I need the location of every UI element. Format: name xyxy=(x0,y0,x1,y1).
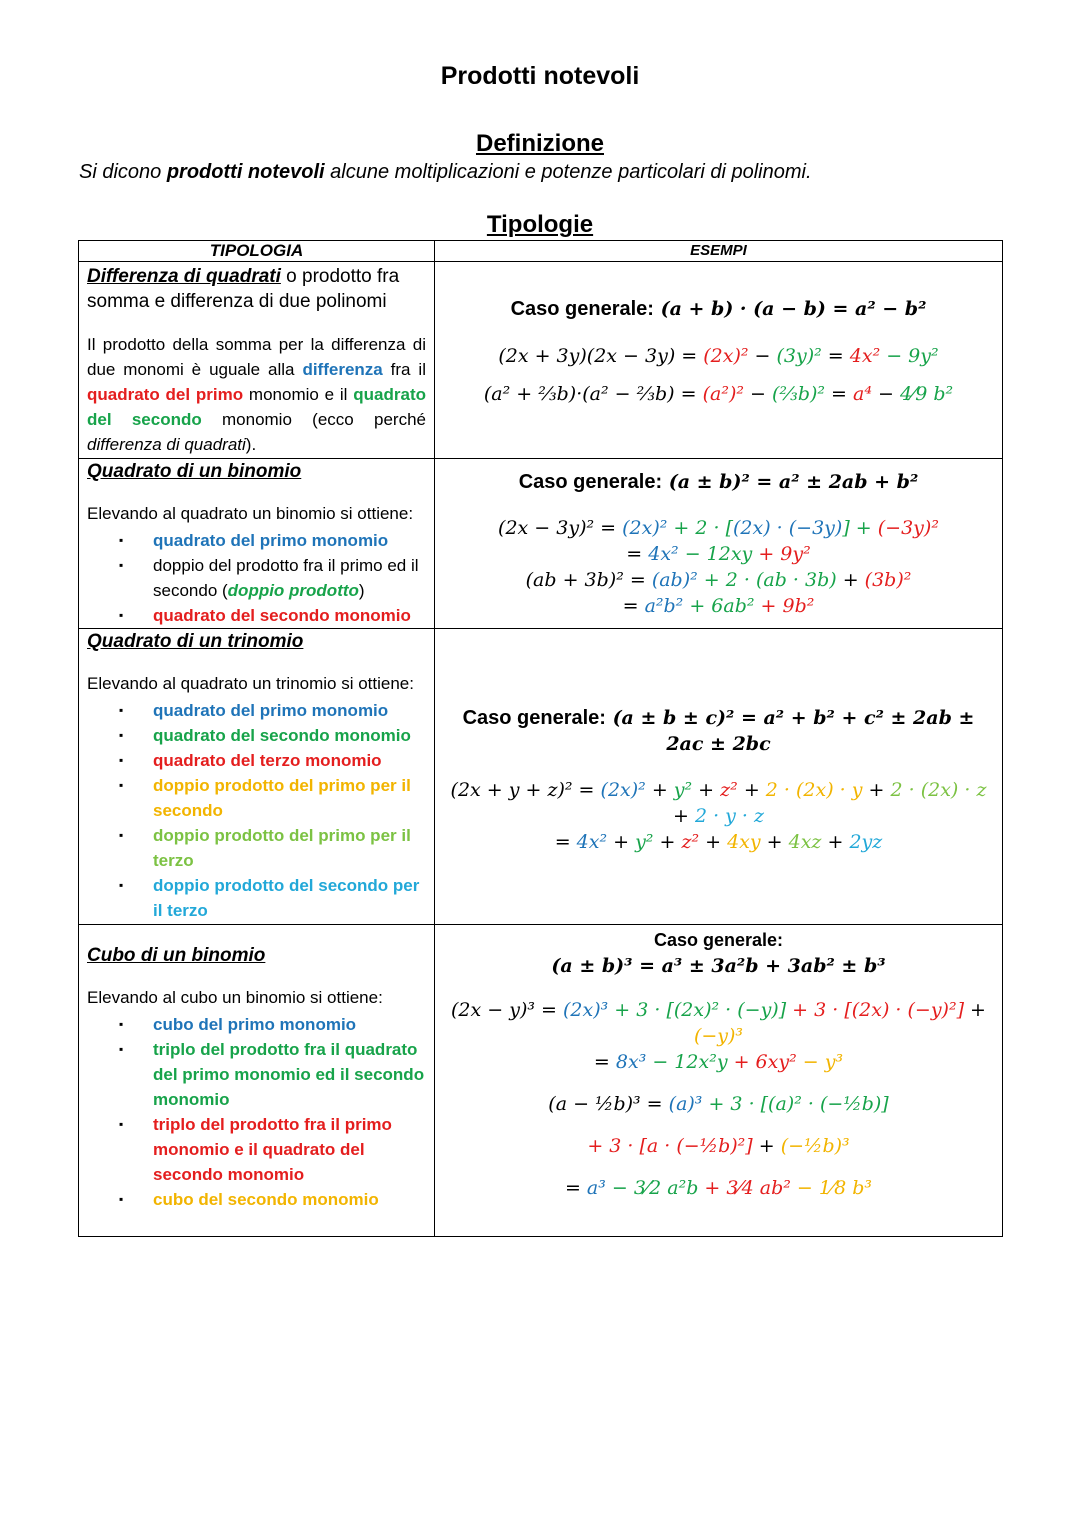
list-item: ▪ cubo del secondo monomio xyxy=(153,1187,426,1212)
list-item: ▪ doppio prodotto del primo per il secondo xyxy=(153,773,426,823)
desc-part: differenza xyxy=(302,360,383,379)
ex-part: (2x)³ xyxy=(563,999,609,1021)
ex-part: + 3⁄4 ab² xyxy=(698,1177,791,1199)
ex-part: (−½b)³ xyxy=(780,1135,850,1157)
page-title: Prodotti notevoli xyxy=(440,62,640,90)
gen-formula: (a + b) · (a − b) = a² − b² xyxy=(653,298,927,320)
esempi-cell xyxy=(435,925,1003,1237)
table-row-quadrato-binomio xyxy=(79,459,1003,629)
list-item: ▪ cubo del primo monomio xyxy=(153,1012,426,1037)
ex-part: + xyxy=(760,831,789,853)
table-row-quadrato-trinomio xyxy=(79,629,1003,925)
example-line xyxy=(443,515,994,541)
ex-part: 4xz xyxy=(788,831,822,853)
ex-part: (ab)² xyxy=(651,569,698,591)
gen-formula: (a ± b)² = a² ± 2ab + b² xyxy=(662,471,919,493)
ex-part: 4x² xyxy=(648,543,679,565)
ex-part: − 3⁄2 a²b xyxy=(605,1177,699,1199)
desc-part: fra il xyxy=(382,360,426,379)
ex-part: a²b² xyxy=(644,595,684,617)
ex-part: 4x² xyxy=(849,345,881,367)
ex-part: (2x)² xyxy=(622,517,668,539)
ex-part: (a − ½b)³ = xyxy=(548,1093,669,1115)
example-line xyxy=(443,1049,994,1075)
tipologie-heading: Tipologie xyxy=(486,211,594,238)
definizione-heading: Definizione xyxy=(475,130,604,157)
tipologia-cell xyxy=(79,262,435,459)
ex-part: + xyxy=(737,779,766,801)
ex-part: ] + xyxy=(842,517,878,539)
table-header-row xyxy=(79,241,1003,262)
ex-part: − 12x²y xyxy=(646,1051,728,1073)
ex-part: (3y)² xyxy=(776,345,822,367)
row-intro: Elevando al quadrato un binomio si ottiene: xyxy=(87,504,414,523)
example-line xyxy=(443,593,994,619)
ex-part: 4x² xyxy=(576,831,608,853)
caso-generale xyxy=(443,469,994,495)
ex-part: + 2 · [ xyxy=(667,517,733,539)
desc-part: differenza di quadrati xyxy=(87,435,246,454)
ex-part: z² xyxy=(720,779,738,801)
ex-part: + 3 · [a · (−½b)²] xyxy=(587,1135,753,1157)
def-bold: prodotti notevoli xyxy=(166,161,325,183)
tipologia-cell xyxy=(79,925,435,1237)
example-line xyxy=(443,567,994,593)
gen-formula: (a ± b ± c)² = a² + b² + c² ± 2ab ± 2ac ± 2bc xyxy=(605,707,975,755)
example-line xyxy=(443,541,994,567)
list-item: ▪ doppio prodotto del primo per il terzo xyxy=(153,823,426,873)
ex-part: + 9b² xyxy=(754,595,815,617)
row-name: Quadrato di un binomio xyxy=(87,461,302,482)
items-list xyxy=(87,698,426,923)
example-2 xyxy=(443,379,994,409)
ex-part: + xyxy=(672,805,695,827)
ex-part: (3b)² xyxy=(864,569,912,591)
list-item: ▪ quadrato del primo monomio xyxy=(153,528,426,553)
ex-part: + xyxy=(692,779,721,801)
ex-part: (⅔b)² xyxy=(771,383,826,405)
ex-part: (2x + y + z)² = xyxy=(450,779,601,801)
ex-part: = xyxy=(825,383,854,405)
ex-part: 8x³ xyxy=(615,1051,647,1073)
ex-part: + 9y² xyxy=(752,543,811,565)
ex-part: (2x − y)³ = xyxy=(451,999,563,1021)
ex-part: (2x + 3y)(2x − 3y) = xyxy=(498,345,704,367)
esempi-cell xyxy=(435,459,1003,629)
table-row-cubo-binomio xyxy=(79,925,1003,1237)
ex-part: + xyxy=(699,831,728,853)
ex-part: = xyxy=(554,831,577,853)
list-item: ▪ triplo del prodotto fra il quadrato del primo monomio ed il secondo monomio xyxy=(153,1037,426,1112)
ex-part: + 6ab² xyxy=(683,595,755,617)
ex-part: (2x) · (−3y) xyxy=(733,517,843,539)
ex-part: (a)³ xyxy=(668,1093,703,1115)
list-item: ▪ doppio prodotto del secondo per il terzo xyxy=(153,873,426,923)
esempi-cell xyxy=(435,629,1003,925)
example-line xyxy=(443,829,994,855)
item-part: doppio del prodotto fra il primo ed il secondo ( xyxy=(153,556,419,600)
ex-part: = xyxy=(622,595,645,617)
ex-part: + xyxy=(862,779,891,801)
ex-part: − 1⁄8 b³ xyxy=(790,1177,873,1199)
gen-label: Caso generale: xyxy=(518,471,663,493)
ex-part: (2x)² xyxy=(703,345,749,367)
item-part: doppio prodotto xyxy=(227,581,359,600)
list-item: ▪ quadrato del primo monomio xyxy=(153,698,426,723)
example-line xyxy=(443,1133,994,1159)
example-line xyxy=(443,777,994,829)
ex-part: a³ xyxy=(586,1177,606,1199)
gen-label: Caso generale: xyxy=(462,707,606,729)
ex-part: = xyxy=(821,345,850,367)
row-intro: Elevando al cubo un binomio si ottiene: xyxy=(87,988,383,1007)
example-line xyxy=(443,997,994,1049)
example-1 xyxy=(443,341,994,371)
def-post: alcune moltiplicazioni e potenze particolari di polinomi. xyxy=(324,161,812,183)
ex-part: + xyxy=(836,569,865,591)
gen-label: Caso generale: xyxy=(653,930,784,950)
desc-part: quadrato del primo xyxy=(87,385,244,404)
ex-part: (a² + ⅔b)·(a² − ⅔b) = xyxy=(483,383,703,405)
ex-part: (ab · 3b) xyxy=(755,569,837,591)
ex-part: + xyxy=(653,831,682,853)
row-name: Differenza di quadrati xyxy=(87,266,281,287)
ex-part: (−y)³ xyxy=(693,1025,744,1047)
ex-part: z² xyxy=(681,831,700,853)
row-name: Cubo di un binomio xyxy=(87,945,266,966)
ex-part: 2 · y · z xyxy=(694,805,765,827)
ex-part: − xyxy=(871,383,900,405)
ex-part: + xyxy=(607,831,636,853)
row-name: Quadrato di un trinomio xyxy=(87,631,304,652)
desc-part: monomio e il xyxy=(243,385,354,404)
desc-part: ). xyxy=(245,435,257,454)
ex-part: 4xy xyxy=(727,831,761,853)
table-row-differenza xyxy=(79,262,1003,459)
list-item: ▪ quadrato del secondo monomio xyxy=(153,723,426,748)
gen-formula: (a ± b)³ = a³ ± 3a²b + 3ab² ± b³ xyxy=(551,955,886,977)
ex-part: + xyxy=(964,999,986,1021)
ex-part: + 2 · xyxy=(697,569,756,591)
ex-part: 2 · (2x) · y xyxy=(765,779,863,801)
ex-part: 4⁄9 b² xyxy=(899,383,954,405)
ex-part: (−3y)² xyxy=(877,517,939,539)
item-part: ) xyxy=(358,581,365,600)
esempi-cell xyxy=(435,262,1003,459)
tipologia-cell xyxy=(79,629,435,925)
ex-part: − y³ xyxy=(796,1051,844,1073)
gen-label: Caso generale: xyxy=(510,298,654,320)
ex-part: (ab + 3b)² = xyxy=(525,569,652,591)
col-tipologia: TIPOLOGIA xyxy=(79,241,435,262)
ex-part: + 3 · [(2x) · (−y)²] xyxy=(786,999,964,1021)
ex-part: y² xyxy=(635,831,654,853)
list-item: ▪ quadrato del terzo monomio xyxy=(153,748,426,773)
ex-part: = xyxy=(593,1051,616,1073)
ex-part: = xyxy=(564,1177,587,1199)
ex-part: y² xyxy=(673,779,693,801)
ex-part: 2yz xyxy=(849,831,883,853)
desc-part: monomio (ecco perché xyxy=(201,410,426,429)
desc-part: quadrato del secondo xyxy=(87,385,426,429)
ex-part: + 3 · [(a)² · (−½b)] xyxy=(702,1093,889,1115)
example-line xyxy=(443,1091,994,1117)
example-line xyxy=(443,1175,994,1201)
caso-generale xyxy=(443,705,994,757)
list-item: ▪ triplo del prodotto fra il primo monomio e il quadrato del secondo monomio xyxy=(153,1112,426,1187)
items-list xyxy=(87,1012,426,1212)
ex-part: = xyxy=(626,543,649,565)
ex-part: + xyxy=(821,831,850,853)
caso-generale xyxy=(443,298,994,321)
ex-part: + xyxy=(752,1135,781,1157)
ex-part: + 6xy² xyxy=(727,1051,797,1073)
list-item xyxy=(153,553,426,603)
ex-part: a⁴ xyxy=(853,383,872,405)
tipologie-table xyxy=(78,240,1003,1237)
row-description xyxy=(87,332,426,457)
ex-part: (2x − 3y)² = xyxy=(498,517,623,539)
ex-part: − 12xy xyxy=(678,543,753,565)
items-list xyxy=(87,528,426,628)
row-name-tail: o prodotto fra somma e differenza di due polinomi xyxy=(87,266,400,312)
tipologia-cell xyxy=(79,459,435,629)
ex-part: 2 · (2x) · z xyxy=(890,779,987,801)
row-intro: Elevando al quadrato un trinomio si ottiene: xyxy=(87,674,414,693)
ex-part: + 3 · [(2x)² · (−y)] xyxy=(608,999,787,1021)
desc-part: Il prodotto della somma per la differenza di due monomi è uguale alla xyxy=(87,335,426,379)
col-esempi: ESEMPI xyxy=(435,241,1003,262)
ex-part: + xyxy=(645,779,674,801)
ex-part: − 9y² xyxy=(880,345,939,367)
ex-part: − xyxy=(743,383,772,405)
def-pre: Si dicono xyxy=(79,161,167,183)
list-item: ▪ quadrato del secondo monomio xyxy=(153,603,426,628)
ex-part: − xyxy=(748,345,777,367)
ex-part: (a²)² xyxy=(702,383,744,405)
definizione-text xyxy=(79,161,812,184)
ex-part: (2x)² xyxy=(600,779,646,801)
